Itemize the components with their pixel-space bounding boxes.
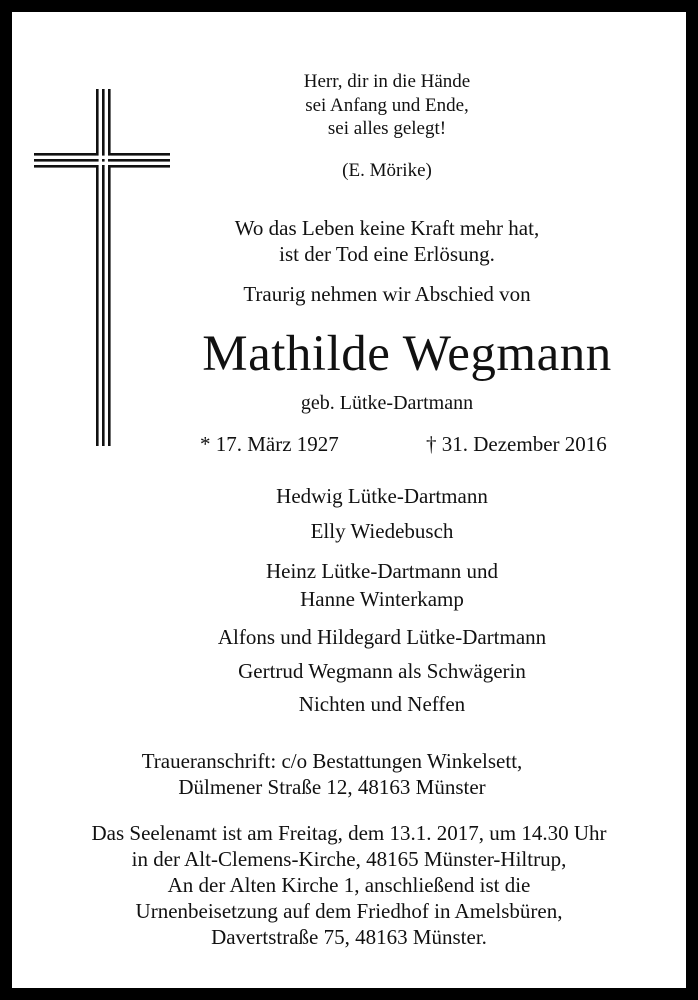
poem-line: Herr, dir in die Hände <box>303 71 471 92</box>
mourner: Gertrud Wegmann als Schwägerin <box>238 659 526 683</box>
intro-line: ist der Tod eine Erlösung. <box>279 242 495 266</box>
address-line: Traueranschrift: c/o Bestattungen Winkelsett, <box>141 749 523 773</box>
service-line: Urnenbeisetzung auf dem Friedhof in Amelsbüren, <box>135 899 563 923</box>
service-info <box>22 820 676 950</box>
mourner: Hedwig Lütke-Dartmann <box>276 484 488 508</box>
birth-name: geb. Lütke-Dartmann <box>300 392 474 414</box>
mourner: Hanne Winterkamp <box>300 587 464 611</box>
mourner: Heinz Lütke-Dartmann und <box>265 559 499 583</box>
service-line: in der Alt-Clemens-Kirche, 48165 Münster-Hiltrup, <box>131 847 567 871</box>
poem <box>162 70 612 141</box>
obituary-card <box>12 12 686 988</box>
poem-line: sei alles gelegt! <box>327 118 447 139</box>
poem-author: (E. Mörike) <box>342 160 432 181</box>
mourner: Alfons und Hildegard Lütke-Dartmann <box>217 625 547 649</box>
cross-icon <box>34 89 170 446</box>
farewell-line: Traurig nehmen wir Abschied von <box>243 282 531 306</box>
intro-text <box>162 215 612 267</box>
deceased-name: Mathilde Wegmann <box>202 326 612 382</box>
death-date: † 31. Dezember 2016 <box>426 432 607 456</box>
mourner: Nichten und Neffen <box>298 692 466 716</box>
intro-line: Wo das Leben keine Kraft mehr hat, <box>234 216 540 240</box>
mourning-address <box>62 748 602 800</box>
service-line: Davertstraße 75, 48163 Münster. <box>211 925 487 949</box>
service-line: Das Seelenamt ist am Freitag, dem 13.1. 2017, um 14.30 Uhr <box>91 821 607 845</box>
poem-line: sei Anfang und Ende, <box>305 94 469 116</box>
birth-date: * 17. März 1927 <box>200 432 339 456</box>
address-line: Dülmener Straße 12, 48163 Münster <box>178 775 486 799</box>
service-line: An der Alten Kirche 1, anschließend ist die <box>167 873 531 897</box>
mourner: Elly Wiedebusch <box>310 519 454 543</box>
